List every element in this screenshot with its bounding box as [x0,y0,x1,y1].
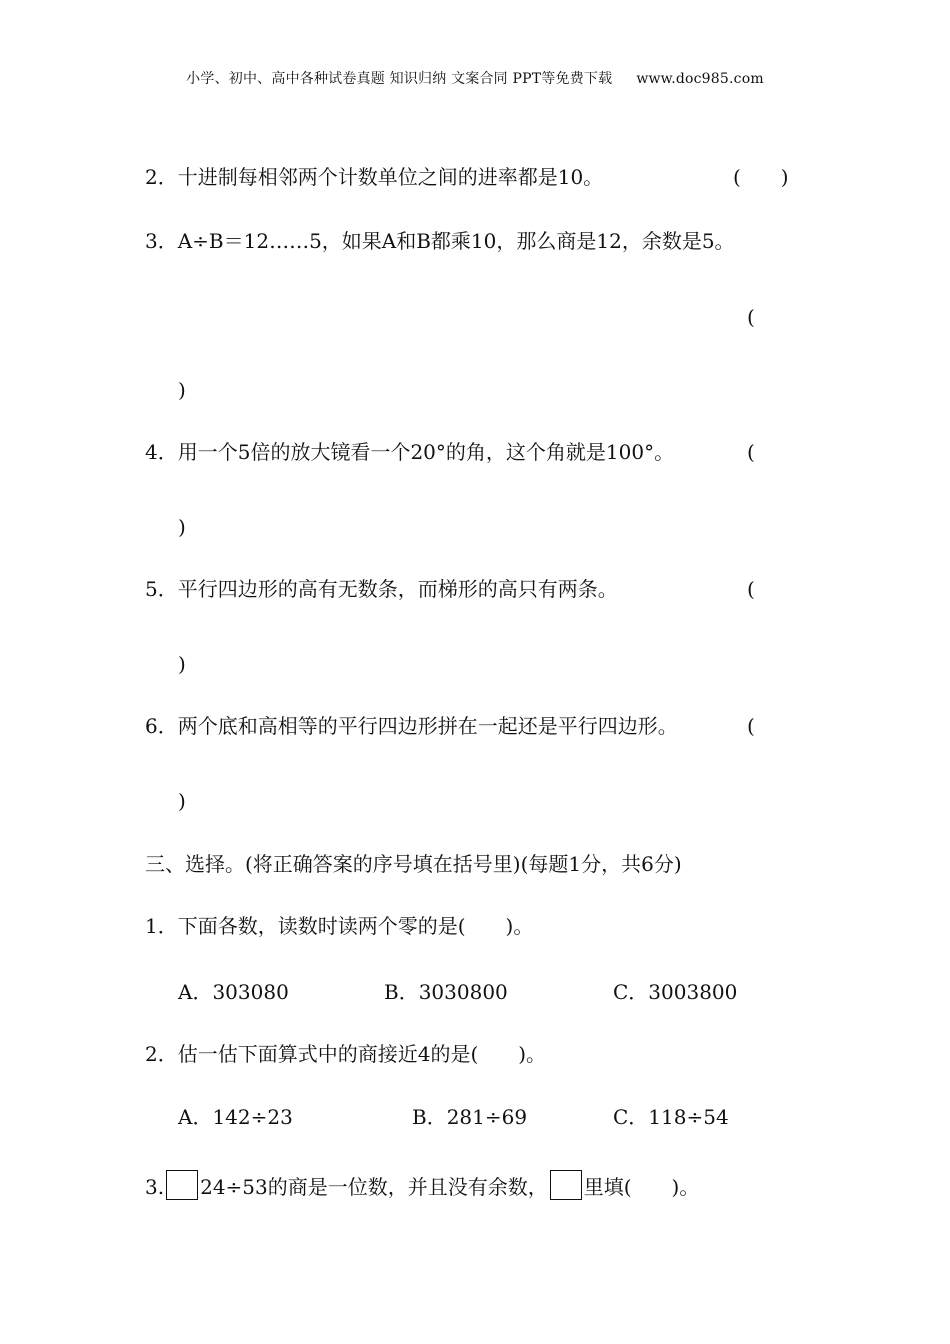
choice-q2-option-b[interactable]: B．281÷69 [412,1105,528,1129]
choice-q2-option-c[interactable]: C．118÷54 [613,1105,729,1129]
choice-q2-text: 2．估一估下面算式中的商接近4的是( )。 [145,1042,547,1066]
choice-q1-option-a[interactable]: A．303080 [178,980,289,1004]
choice-q3 [145,1170,699,1200]
judge-q6-open-paren[interactable]: ( [747,714,755,738]
judge-q4-open-paren[interactable]: ( [747,440,755,464]
judge-q2-text: 2．十进制每相邻两个计数单位之间的进率都是10。 [145,165,604,189]
judge-q4-text: 4．用一个5倍的放大镜看一个20°的角，这个角就是100°。 [145,440,675,464]
choice-q2-option-a[interactable]: A．142÷23 [178,1105,293,1129]
choice-q3-text-part1: 24÷53的商是一位数，并且没有余数， [200,1175,548,1199]
judge-q4-close-paren: ) [178,515,186,539]
section3-title: 三、选择。(将正确答案的序号填在括号里)(每题1分，共6分) [145,852,682,876]
judge-q5-close-paren: ) [178,652,186,676]
page-header [0,68,950,88]
judge-q3-text: 3．A÷B＝12……5，如果A和B都乘10，那么商是12，余数是5。 [145,229,735,253]
judge-q2-answer-parens[interactable]: ( ) [733,165,789,189]
digit-box-blank[interactable] [166,1170,198,1200]
header-text: 小学、初中、高中各种试卷真题 知识归纳 文案合同 PPT等免费下载 [186,71,613,87]
judge-q3-close-paren: ) [178,378,186,402]
choice-q1-text: 1．下面各数，读数时读两个零的是( )。 [145,914,534,938]
judge-q6-text: 6．两个底和高相等的平行四边形拼在一起还是平行四边形。 [145,714,678,738]
header-url: www.doc985.com [636,71,764,87]
judge-q3-open-paren[interactable]: ( [747,305,755,329]
judge-q5-text: 5．平行四边形的高有无数条，而梯形的高只有两条。 [145,577,618,601]
judge-q6-close-paren: ) [178,789,186,813]
digit-box-blank[interactable] [550,1170,582,1200]
judge-q5-open-paren[interactable]: ( [747,577,755,601]
choice-q1-option-c[interactable]: C．3003800 [613,980,738,1004]
choice-q1-option-b[interactable]: B．3030800 [384,980,508,1004]
choice-q3-number: 3. [145,1175,165,1199]
choice-q3-text-part2: 里填( )。 [583,1175,700,1199]
